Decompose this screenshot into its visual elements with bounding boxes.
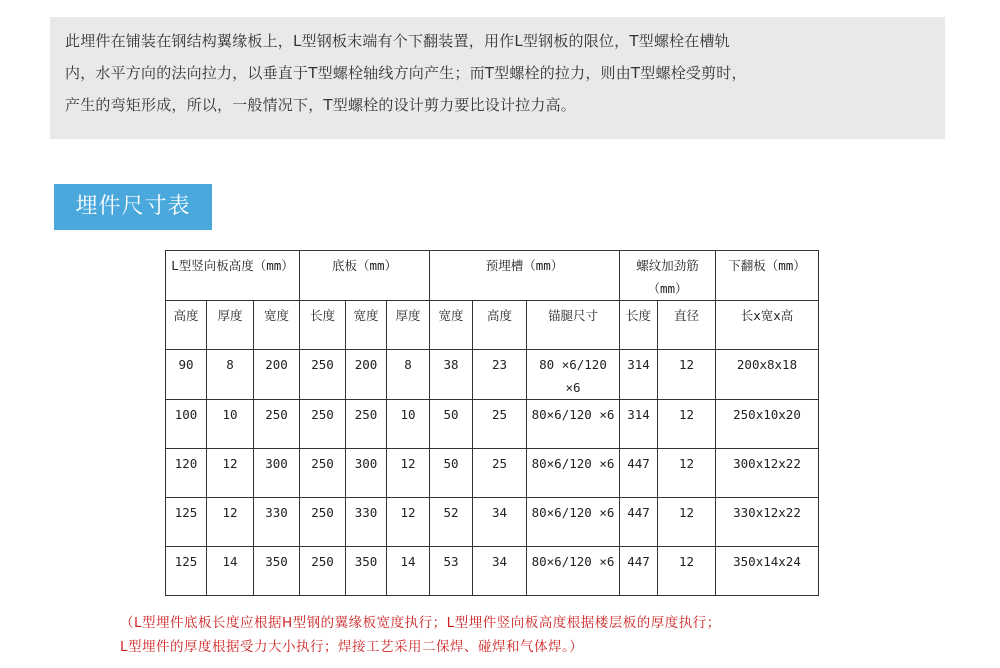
sub-header-cell: 长度 <box>620 301 658 350</box>
table-cell: 10 <box>207 400 254 449</box>
table-cell: 80×6/120 ×6 <box>527 400 620 449</box>
table-cell: 350x14x24 <box>716 547 819 596</box>
table-cell: 250x10x20 <box>716 400 819 449</box>
table-cell: 250 <box>300 400 346 449</box>
table-cell: 34 <box>473 547 527 596</box>
table-cell: 80×6/120 ×6 <box>527 547 620 596</box>
table-cell: 330x12x22 <box>716 498 819 547</box>
table-cell: 12 <box>658 498 716 547</box>
table-cell: 314 <box>620 400 658 449</box>
table-cell: 50 <box>430 449 473 498</box>
table-row <box>166 547 819 596</box>
table-cell: 8 <box>387 350 430 400</box>
table-cell: 120 <box>166 449 207 498</box>
sub-header-cell: 直径 <box>658 301 716 350</box>
table-cell: 447 <box>620 498 658 547</box>
table-cell: 125 <box>166 498 207 547</box>
table-cell: 10 <box>387 400 430 449</box>
sub-header-cell: 宽度 <box>254 301 300 350</box>
table-cell: 14 <box>387 547 430 596</box>
table-cell: 447 <box>620 547 658 596</box>
table-cell: 200x8x18 <box>716 350 819 400</box>
header-rebar: 螺纹加劲筋（mm） <box>620 251 716 301</box>
sub-header-cell: 厚度 <box>387 301 430 350</box>
table-cell: 80 ×6/120 ×6 <box>527 350 620 400</box>
table-cell: 250 <box>300 547 346 596</box>
section-title: 埋件尺寸表 <box>54 184 212 230</box>
table-cell: 200 <box>346 350 387 400</box>
sub-header-cell: 高度 <box>166 301 207 350</box>
table-cell: 50 <box>430 400 473 449</box>
table-cell: 125 <box>166 547 207 596</box>
table-row <box>166 350 819 400</box>
embed-size-table <box>165 250 819 596</box>
table-cell: 330 <box>346 498 387 547</box>
table-cell: 80×6/120 ×6 <box>527 498 620 547</box>
sub-header-cell: 长x宽x高 <box>716 301 819 350</box>
sub-header-cell: 宽度 <box>430 301 473 350</box>
intro-line-2: 内，水平方向的法向拉力，以垂直于T型螺栓轴线方向产生；而T型螺栓的拉力，则由T型螺栓受剪时， <box>65 64 747 82</box>
table-cell: 314 <box>620 350 658 400</box>
table-cell: 34 <box>473 498 527 547</box>
table-cell: 250 <box>300 498 346 547</box>
intro-line-3: 产生的弯矩形成，所以，一般情况下，T型螺栓的设计剪力要比设计拉力高。 <box>65 96 576 114</box>
table-cell: 52 <box>430 498 473 547</box>
header-flip-plate: 下翻板（mm） <box>716 251 819 301</box>
table-cell: 250 <box>300 350 346 400</box>
sub-header-row <box>166 301 819 350</box>
table-cell: 300x12x22 <box>716 449 819 498</box>
table-cell: 8 <box>207 350 254 400</box>
table-cell: 330 <box>254 498 300 547</box>
table-cell: 12 <box>387 498 430 547</box>
table-cell: 14 <box>207 547 254 596</box>
table-cell: 12 <box>658 449 716 498</box>
table-cell: 350 <box>254 547 300 596</box>
table-cell: 38 <box>430 350 473 400</box>
footnote-line-1: （L型埋件底板长度应根据H型钢的翼缘板宽度执行；L型埋件竖向板高度根据楼层板的厚度执行； <box>120 615 721 631</box>
header-channel: 预埋槽（mm） <box>430 251 620 301</box>
table-row <box>166 449 819 498</box>
table-cell: 447 <box>620 449 658 498</box>
table-cell: 12 <box>207 449 254 498</box>
table-cell: 100 <box>166 400 207 449</box>
group-header-row <box>166 251 819 301</box>
table-cell: 200 <box>254 350 300 400</box>
intro-box <box>50 17 945 139</box>
sub-header-cell: 长度 <box>300 301 346 350</box>
intro-line-1: 此埋件在铺装在钢结构翼缘板上，L型钢板末端有个下翻装置，用作L型钢板的限位，T型螺栓在槽轨 <box>65 32 730 50</box>
table-cell: 250 <box>346 400 387 449</box>
table-row <box>166 400 819 449</box>
table-cell: 90 <box>166 350 207 400</box>
sub-header-cell: 厚度 <box>207 301 254 350</box>
sub-header-cell: 宽度 <box>346 301 387 350</box>
table-cell: 80×6/120 ×6 <box>527 449 620 498</box>
sub-header-cell: 高度 <box>473 301 527 350</box>
table-cell: 25 <box>473 449 527 498</box>
table-cell: 300 <box>254 449 300 498</box>
table-row <box>166 498 819 547</box>
table-cell: 53 <box>430 547 473 596</box>
header-base-plate: 底板（mm） <box>300 251 430 301</box>
table-cell: 25 <box>473 400 527 449</box>
table-cell: 300 <box>346 449 387 498</box>
header-l-plate: L型竖向板高度（mm） <box>166 251 300 301</box>
table-cell: 12 <box>658 547 716 596</box>
table-cell: 350 <box>346 547 387 596</box>
table-cell: 12 <box>387 449 430 498</box>
table-cell: 23 <box>473 350 527 400</box>
table-cell: 12 <box>207 498 254 547</box>
table-cell: 250 <box>254 400 300 449</box>
footnote <box>120 611 920 659</box>
table-cell: 12 <box>658 400 716 449</box>
footnote-line-2: L型埋件的厚度根据受力大小执行；焊接工艺采用二保焊、碰焊和气体焊。） <box>120 639 584 655</box>
sub-header-cell: 锚腿尺寸 <box>527 301 620 350</box>
table-cell: 250 <box>300 449 346 498</box>
table-cell: 12 <box>658 350 716 400</box>
